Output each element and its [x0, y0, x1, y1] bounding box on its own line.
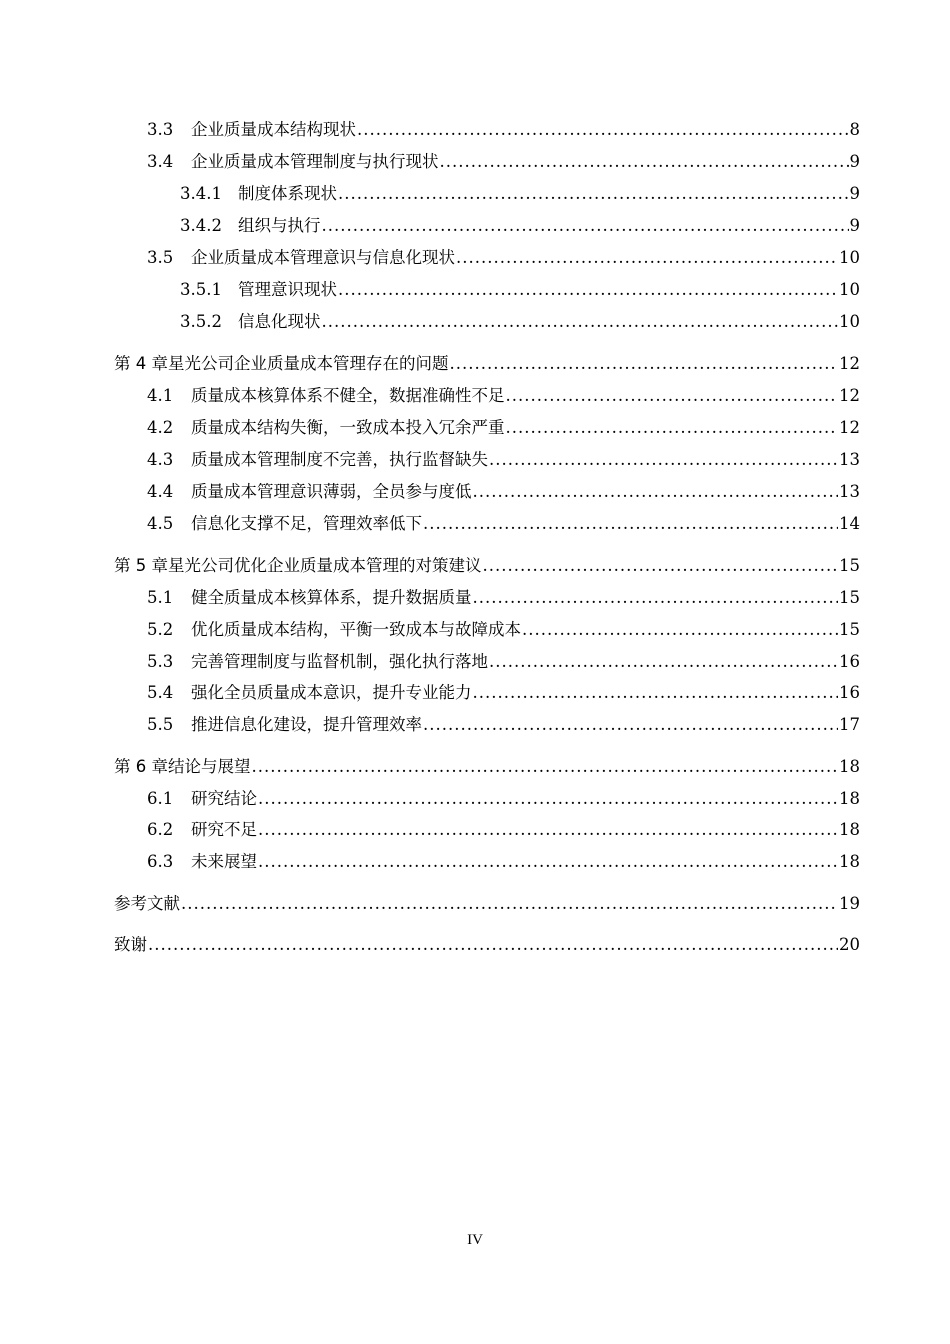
toc-entry-page: 18: [839, 757, 860, 776]
toc-entry[interactable]: [180, 182, 860, 206]
toc-leader-dots: [322, 214, 849, 238]
toc-chapter-entry[interactable]: [114, 352, 860, 376]
toc-entry-number: 6.1: [147, 789, 174, 808]
toc-entry-page: 12: [839, 354, 860, 373]
toc-chapter-title: 致谢: [114, 935, 147, 954]
toc-entry-page: 15: [839, 620, 860, 639]
toc-leader-dots: [258, 818, 838, 842]
toc-entry-number: 4.3: [147, 450, 174, 469]
toc-entry-page: 9: [849, 184, 860, 203]
toc-entry-title: 企业质量成本管理意识与信息化现状: [191, 248, 455, 267]
toc-chapter-title: 结论与展望: [168, 757, 251, 776]
toc-chapter-title: 参考文献: [114, 894, 180, 913]
toc-entry-number: 4.1: [147, 386, 174, 405]
toc-entry-number: 3.5.2: [180, 312, 222, 331]
toc-entry-title: 制度体系现状: [238, 184, 337, 203]
toc-entry[interactable]: [147, 650, 860, 674]
toc-entry-title: 研究不足: [191, 820, 257, 839]
toc-chapter-number: 第 6 章: [114, 757, 168, 776]
toc-leader-dots: [506, 416, 839, 440]
toc-entry[interactable]: [180, 214, 860, 238]
toc-entry-page: 8: [849, 120, 860, 139]
toc-entry-title: 质量成本管理意识薄弱，全员参与度低: [191, 482, 472, 501]
toc-entry-page: 16: [839, 652, 860, 671]
toc-entry[interactable]: [147, 246, 860, 270]
toc-leader-dots: [522, 618, 838, 642]
toc-entry-page: 18: [839, 789, 860, 808]
toc-entry-title: 推进信息化建设，提升管理效率: [191, 715, 422, 734]
toc-leader-dots: [489, 448, 838, 472]
toc-entry[interactable]: [147, 512, 860, 536]
toc-leader-dots: [258, 850, 838, 874]
toc-entry-number: 4.2: [147, 418, 174, 437]
toc-chapter-entry[interactable]: [114, 554, 860, 578]
toc-entry-page: 15: [839, 588, 860, 607]
toc-entry-title: 企业质量成本结构现状: [191, 120, 356, 139]
toc-entry-number: 3.5: [147, 248, 174, 267]
toc-entry[interactable]: [147, 818, 860, 842]
toc-leader-dots: [322, 310, 839, 334]
toc-entry-title: 信息化支撑不足，管理效率低下: [191, 514, 422, 533]
toc-entry-number: 5.3: [147, 652, 174, 671]
toc-entry[interactable]: [147, 850, 860, 874]
toc-leader-dots: [506, 384, 839, 408]
toc-leader-dots: [473, 681, 839, 705]
toc-entry-page: 18: [839, 820, 860, 839]
toc-entry-number: 5.4: [147, 683, 174, 702]
toc-entry-number: 6.3: [147, 852, 174, 871]
toc-entry-number: 3.4.1: [180, 184, 222, 203]
toc-leader-dots: [357, 118, 849, 142]
toc-entry-page: 10: [839, 280, 860, 299]
toc-entry-page: 12: [839, 386, 860, 405]
toc-leader-dots: [181, 892, 838, 916]
toc-leader-dots: [338, 278, 838, 302]
toc-leader-dots: [338, 182, 849, 206]
toc-entry-page: 13: [839, 482, 860, 501]
toc-chapter-entry[interactable]: [114, 755, 860, 779]
page-number: IV: [467, 1232, 483, 1248]
toc-leader-dots: [258, 787, 838, 811]
toc-entry-number: 3.5.1: [180, 280, 222, 299]
toc-entry-page: 14: [839, 514, 860, 533]
toc-leader-dots: [423, 512, 838, 536]
toc-entry-page: 9: [849, 152, 860, 171]
toc-leader-dots: [450, 352, 839, 376]
toc-entry-page: 13: [839, 450, 860, 469]
toc-entry-number: 5.5: [147, 715, 174, 734]
toc-references-entry[interactable]: [114, 892, 860, 916]
toc-leader-dots: [252, 755, 839, 779]
toc-entry[interactable]: [180, 278, 860, 302]
toc-entry-title: 未来展望: [191, 852, 257, 871]
toc-entry-page: 9: [849, 216, 860, 235]
toc-leader-dots: [473, 586, 839, 610]
toc-entry[interactable]: [147, 586, 860, 610]
toc-entry-page: 18: [839, 852, 860, 871]
toc-entry-title: 组织与执行: [238, 216, 321, 235]
toc-entry[interactable]: [147, 150, 860, 174]
toc-entry[interactable]: [180, 310, 860, 334]
toc-entry-number: 4.5: [147, 514, 174, 533]
toc-entry-number: 6.2: [147, 820, 174, 839]
toc-acknowledgements-entry[interactable]: [114, 933, 860, 957]
toc-entry-number: 4.4: [147, 482, 174, 501]
toc-entry-number: 3.3: [147, 120, 174, 139]
toc-entry[interactable]: [147, 480, 860, 504]
toc-entry-number: 3.4: [147, 152, 174, 171]
toc-chapter-number: 第 4 章: [114, 354, 168, 373]
toc-entry[interactable]: [147, 713, 860, 737]
toc-entry-number: 5.1: [147, 588, 174, 607]
toc-entry-title: 信息化现状: [238, 312, 321, 331]
toc-entry-page: 16: [839, 683, 860, 702]
toc-entry-title: 完善管理制度与监督机制，强化执行落地: [191, 652, 488, 671]
toc-entry-number: 5.2: [147, 620, 174, 639]
toc-leader-dots: [489, 650, 838, 674]
toc-entry-page: 15: [839, 556, 860, 575]
toc-leader-dots: [473, 480, 839, 504]
toc-entry-title: 健全质量成本核算体系，提升数据质量: [191, 588, 472, 607]
toc-entry-page: 17: [839, 715, 860, 734]
toc-entry-page: 12: [839, 418, 860, 437]
toc-entry-title: 优化质量成本结构，平衡一致成本与故障成本: [191, 620, 521, 639]
toc-entry[interactable]: [147, 618, 860, 642]
toc-entry-title: 质量成本管理制度不完善，执行监督缺失: [191, 450, 488, 469]
toc-entry-number: 3.4.2: [180, 216, 222, 235]
toc-chapter-number: 第 5 章: [114, 556, 168, 575]
toc-leader-dots: [148, 933, 838, 957]
toc-entry[interactable]: [147, 118, 860, 142]
toc-entry[interactable]: [147, 448, 860, 472]
toc-entry[interactable]: [147, 787, 860, 811]
toc-chapter-title: 星光公司优化企业质量成本管理的对策建议: [168, 556, 482, 575]
toc-leader-dots: [440, 150, 849, 174]
toc-leader-dots: [423, 713, 838, 737]
toc-chapter-title: 星光公司企业质量成本管理存在的问题: [168, 354, 449, 373]
toc-entry-title: 强化全员质量成本意识，提升专业能力: [191, 683, 472, 702]
toc-entry-title: 质量成本核算体系不健全，数据准确性不足: [191, 386, 505, 405]
toc-entry-title: 企业质量成本管理制度与执行现状: [191, 152, 439, 171]
toc-entry-page: 20: [839, 935, 860, 954]
toc-entry[interactable]: [147, 416, 860, 440]
toc-entry-title: 管理意识现状: [238, 280, 337, 299]
toc-entry-page: 10: [839, 248, 860, 267]
toc-entry[interactable]: [147, 681, 860, 705]
toc-leader-dots: [456, 246, 838, 270]
toc-entry-page: 10: [839, 312, 860, 331]
toc-entry[interactable]: [147, 384, 860, 408]
toc-entry-page: 19: [839, 894, 860, 913]
toc-entry-title: 研究结论: [191, 789, 257, 808]
toc-entry-title: 质量成本结构失衡，一致成本投入冗余严重: [191, 418, 505, 437]
toc-leader-dots: [483, 554, 839, 578]
